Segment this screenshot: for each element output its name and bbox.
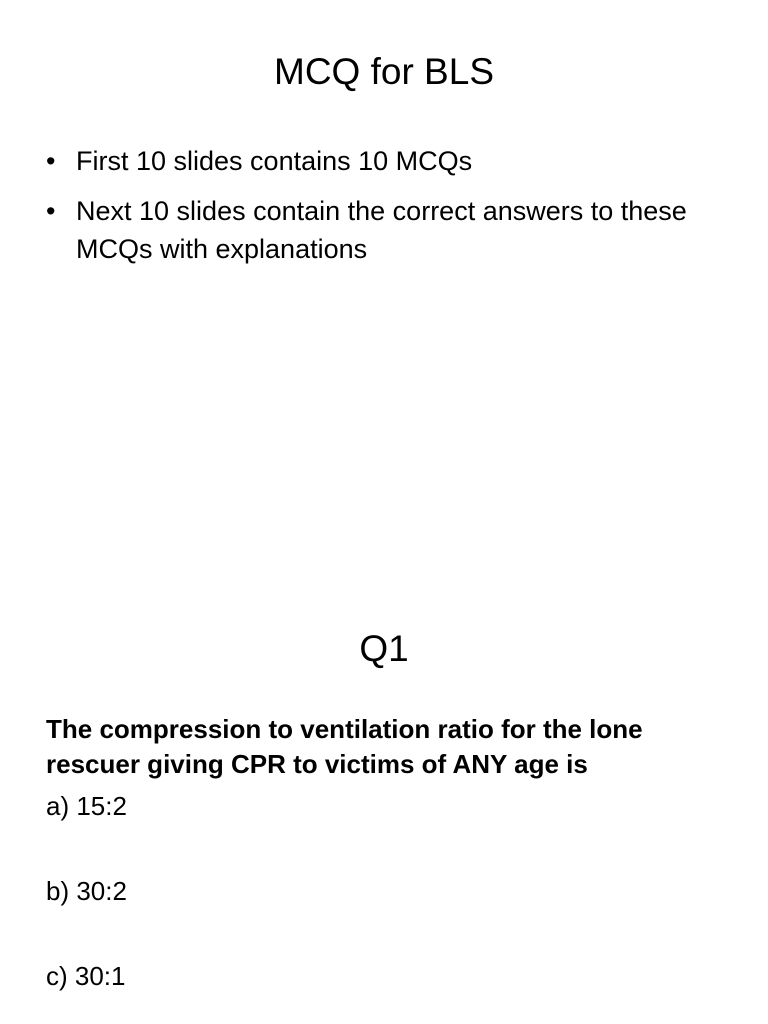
bullet-list	[44, 142, 724, 280]
question-text: The compression to ventilation ratio for the lone rescuer giving CPR to victims of ANY age is	[46, 714, 643, 779]
bullet-item	[44, 142, 724, 180]
slide-title: MCQ for BLS	[274, 51, 494, 92]
answer-option-a: a) 15:2	[46, 791, 127, 821]
bullet-text: First 10 slides contains 10 MCQs	[76, 146, 473, 176]
bullet-marker: •	[46, 196, 56, 226]
slide-question-1	[0, 576, 768, 1024]
bullet-text: Next 10 slides contain the correct answers to these MCQs with explanations	[76, 196, 687, 264]
bullet-item	[44, 192, 724, 268]
bullet-marker: •	[46, 146, 56, 176]
answer-option-c: c) 30:1	[46, 961, 126, 991]
question-number: Q1	[359, 628, 409, 669]
answer-option-b: b) 30:2	[46, 876, 127, 906]
